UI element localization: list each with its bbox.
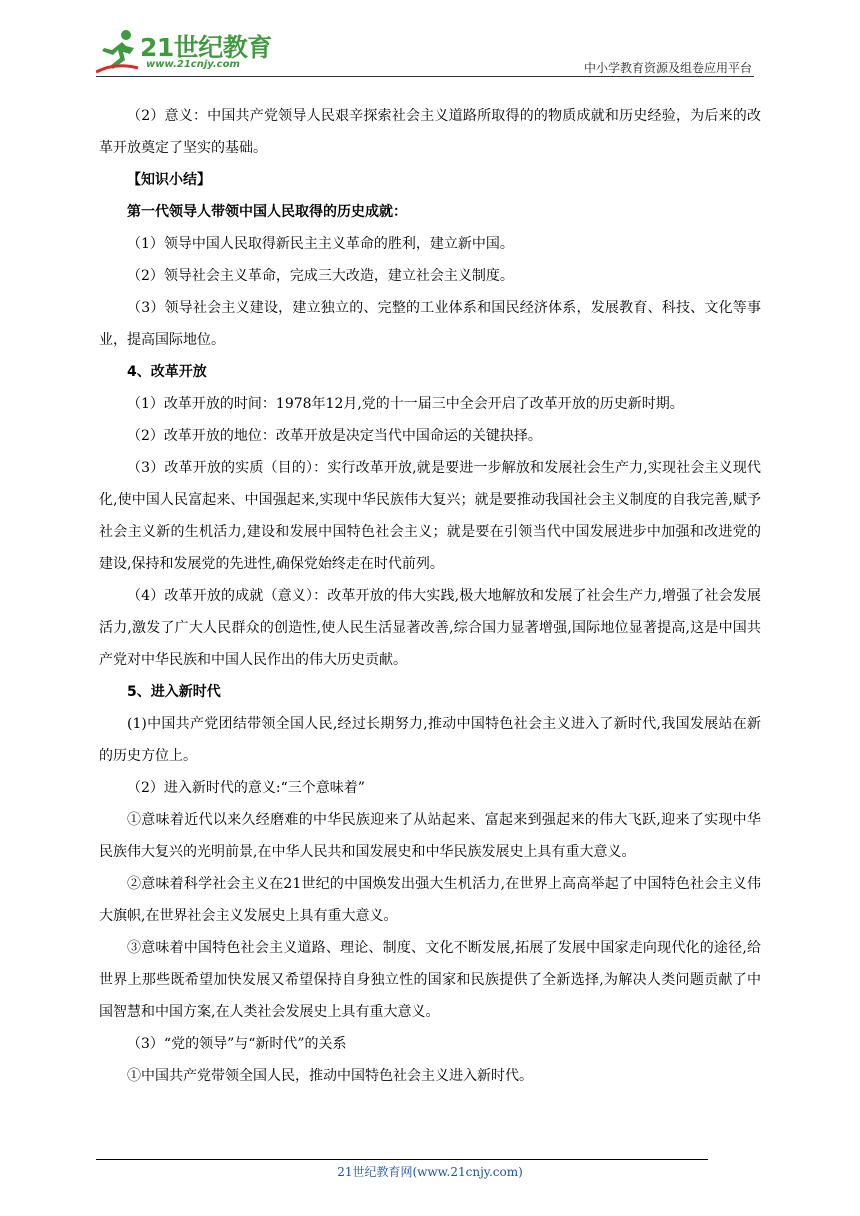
logo-url: www.21cnjy.com: [146, 59, 240, 70]
footer-text[interactable]: 21世纪教育网(www.21cnjy.com): [337, 1165, 523, 1179]
section-heading: 【知识小结】: [127, 172, 211, 188]
paragraph: ③意味着中国特色社会主义道路、理论、制度、文化不断发展,拓展了发展中国家走向现代化的途径,给世界上那些既希望加快发展又希望保持自身独立性的国家和民族提供了全新选择,为解决人类问题贡献了中国智慧和中国方案,在人类社会发展史上具有重大意义。: [99, 940, 761, 1020]
document-body: [99, 100, 761, 1092]
paragraph: （2）改革开放的地位：改革开放是决定当代中国命运的关键抉择。: [127, 428, 542, 444]
paragraph: （3）改革开放的实质（目的）：实行改革开放,就是要进一步解放和发展社会生产力,实现社会主义现代化,使中国人民富起来、中国强起来,实现中华民族伟大复兴；就是要推动我国社会主义制度的自我完善,赋予社会主义新的生机活力,建设和发展中国特色社会主义；就是要在引领当代中国发展进步中加强和改进党的建设,保持和发展党的先进性,确保党始终走在时代前列。: [99, 460, 761, 572]
logo-text: 21世纪教育: [140, 33, 272, 62]
paragraph: （2）进入新时代的意义:“三个意味着”: [127, 780, 365, 796]
paragraph: ①意味着近代以来久经磨难的中华民族迎来了从站起来、富起来到强起来的伟大飞跃,迎来了实现中华民族伟大复兴的光明前景,在中华人民共和国发展史和中华民族发展史上具有重大意义。: [99, 812, 761, 860]
section-heading: 5、进入新时代: [127, 684, 221, 700]
page-header: [0, 0, 860, 80]
paragraph: （3）领导社会主义建设，建立独立的、完整的工业体系和国民经济体系，发展教育、科技、文化等事业，提高国际地位。: [99, 300, 761, 348]
platform-name: 中小学教育资源及组卷应用平台: [583, 61, 752, 75]
site-logo[interactable]: [96, 28, 272, 80]
section-heading: 4、改革开放: [127, 364, 207, 380]
paragraph: (1)中国共产党团结带领全国人民,经过长期努力,推动中国特色社会主义进入了新时代,我国发展站在新的历史方位上。: [99, 716, 761, 764]
paragraph: ①中国共产党带领全国人民，推动中国特色社会主义进入新时代。: [127, 1068, 533, 1084]
paragraph: （1）改革开放的时间：1978年12月,党的十一届三中全会开启了改革开放的历史新时期。: [127, 396, 684, 412]
paragraph: （2）意义：中国共产党领导人民艰辛探索社会主义道路所取得的的物质成就和历史经验，为后来的改革开放奠定了坚实的基础。: [99, 108, 761, 156]
paragraph: （4）改革开放的成就（意义）：改革开放的伟大实践,极大地解放和发展了社会生产力,增强了社会发展活力,激发了广大人民群众的创造性,使人民生活显著改善,综合国力显著增强,国际地位显著提高,这是中国共产党对中华民族和中国人民作出的伟大历史贡献。: [99, 588, 761, 668]
footer-divider: [96, 1159, 708, 1160]
section-heading: 第一代领导人带领中国人民取得的历史成就：: [127, 204, 407, 220]
paragraph: （3）“党的领导”与“新时代”的关系: [127, 1036, 347, 1052]
runner-logo-icon: [96, 28, 140, 74]
paragraph: ②意味着科学社会主义在21世纪的中国焕发出强大生机活力,在世界上高高举起了中国特色社会主义伟大旗帜,在世界社会主义发展史上具有重大意义。: [99, 876, 761, 924]
paragraph: （2）领导社会主义革命，完成三大改造，建立社会主义制度。: [127, 268, 514, 284]
header-divider: [96, 76, 754, 77]
paragraph: （1）领导中国人民取得新民主主义革命的胜利，建立新中国。: [127, 236, 514, 252]
